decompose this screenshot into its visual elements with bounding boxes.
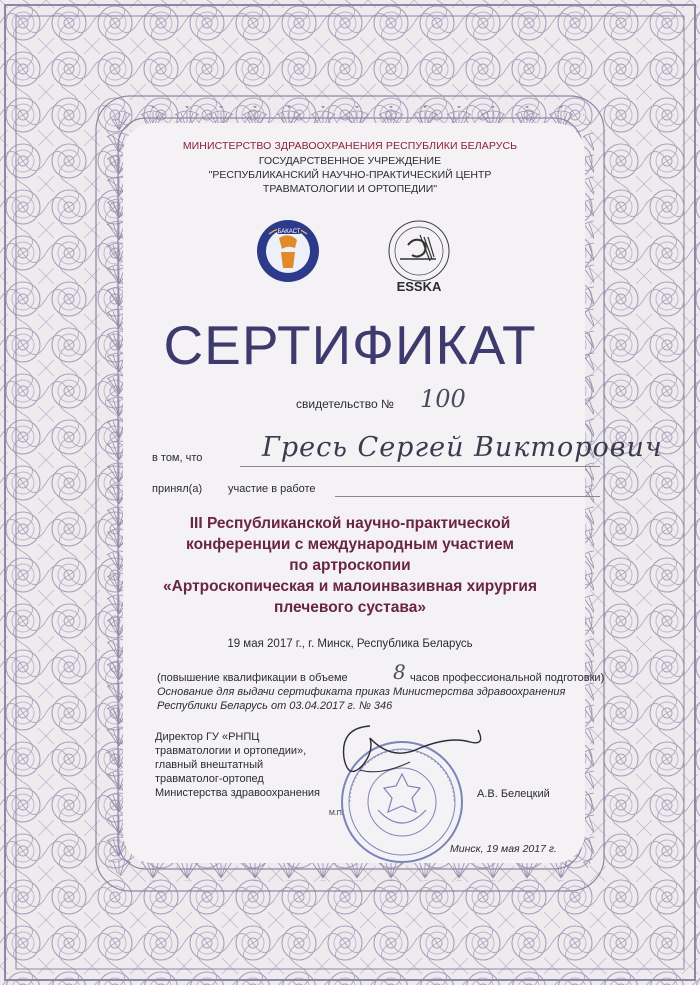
institution-line-1: ГОСУДАРСТВЕННОЕ УЧРЕЖДЕНИЕ (258, 155, 442, 167)
certificate-number-label: свидетельство № (296, 397, 394, 411)
certificate-title: СЕРТИФИКАТ (163, 314, 537, 376)
qualification-hours: 8 (393, 660, 406, 684)
conference-line-4: «Артроскопическая и малоинвазивная хирургия (163, 578, 537, 595)
handwritten-signature (300, 718, 500, 798)
participation-line (335, 496, 600, 497)
signer-title-line-3: главный внештатный (155, 759, 264, 771)
qualification-text-before: (повышение квалификации в объеме (157, 672, 348, 684)
signed-date: Минск, 19 мая 2017 г. (450, 843, 557, 855)
bakast-logo (255, 218, 321, 284)
ministry-heading: МИНИСТЕРСТВО ЗДРАВООХРАНЕНИЯ РЕСПУБЛИКИ БЕЛАРУСЬ (182, 140, 518, 152)
basis-line-1: Основание для выдачи сертификата приказ Министерства здравоохранения (157, 686, 566, 698)
conference-line-1: III Республиканской научно-практической (189, 515, 511, 532)
that-label: в том, что (152, 452, 203, 464)
signer-title-line-2: травматологии и ортопедии», (155, 745, 307, 757)
signer-name: А.В. Белецкий (477, 788, 550, 800)
basis-line-2: Республики Беларусь от 03.04.2017 г. № 346 (157, 700, 393, 712)
took-label: принял(а) (152, 483, 203, 495)
conference-line-3: по артроскопии (289, 557, 411, 574)
participation-label: участие в работе (228, 483, 316, 495)
recipient-name: Гресь Сергей Викторович (262, 432, 663, 463)
institution-line-3: ТРАВМАТОЛОГИИ И ОРТОПЕДИИ" (262, 183, 438, 195)
signer-title-line-5: Министерства здравоохранения (155, 787, 320, 799)
bakast-logo-text: БАКАСТ (277, 229, 301, 235)
event-date-place: 19 мая 2017 г., г. Минск, Республика Беларусь (227, 638, 473, 650)
conference-line-5: плечевого сустава» (274, 599, 426, 616)
signer-title-line-1: Директор ГУ «РНПЦ (155, 731, 260, 743)
esska-logo-text: ESSKA (396, 279, 442, 294)
signer-title-line-4: травматолог-ортопед (155, 773, 264, 785)
stamp-mark: М.П. (329, 810, 344, 817)
esska-logo (378, 215, 460, 297)
qualification-text-after: часов профессиональной подготовки) (410, 672, 605, 684)
conference-line-2: конференции с международным участием (186, 536, 514, 553)
institution-line-2: "РЕСПУБЛИКАНСКИЙ НАУЧНО-ПРАКТИЧЕСКИЙ ЦЕНТР (208, 169, 492, 181)
certificate-number-value: 100 (420, 385, 466, 413)
recipient-name-line (240, 466, 600, 467)
